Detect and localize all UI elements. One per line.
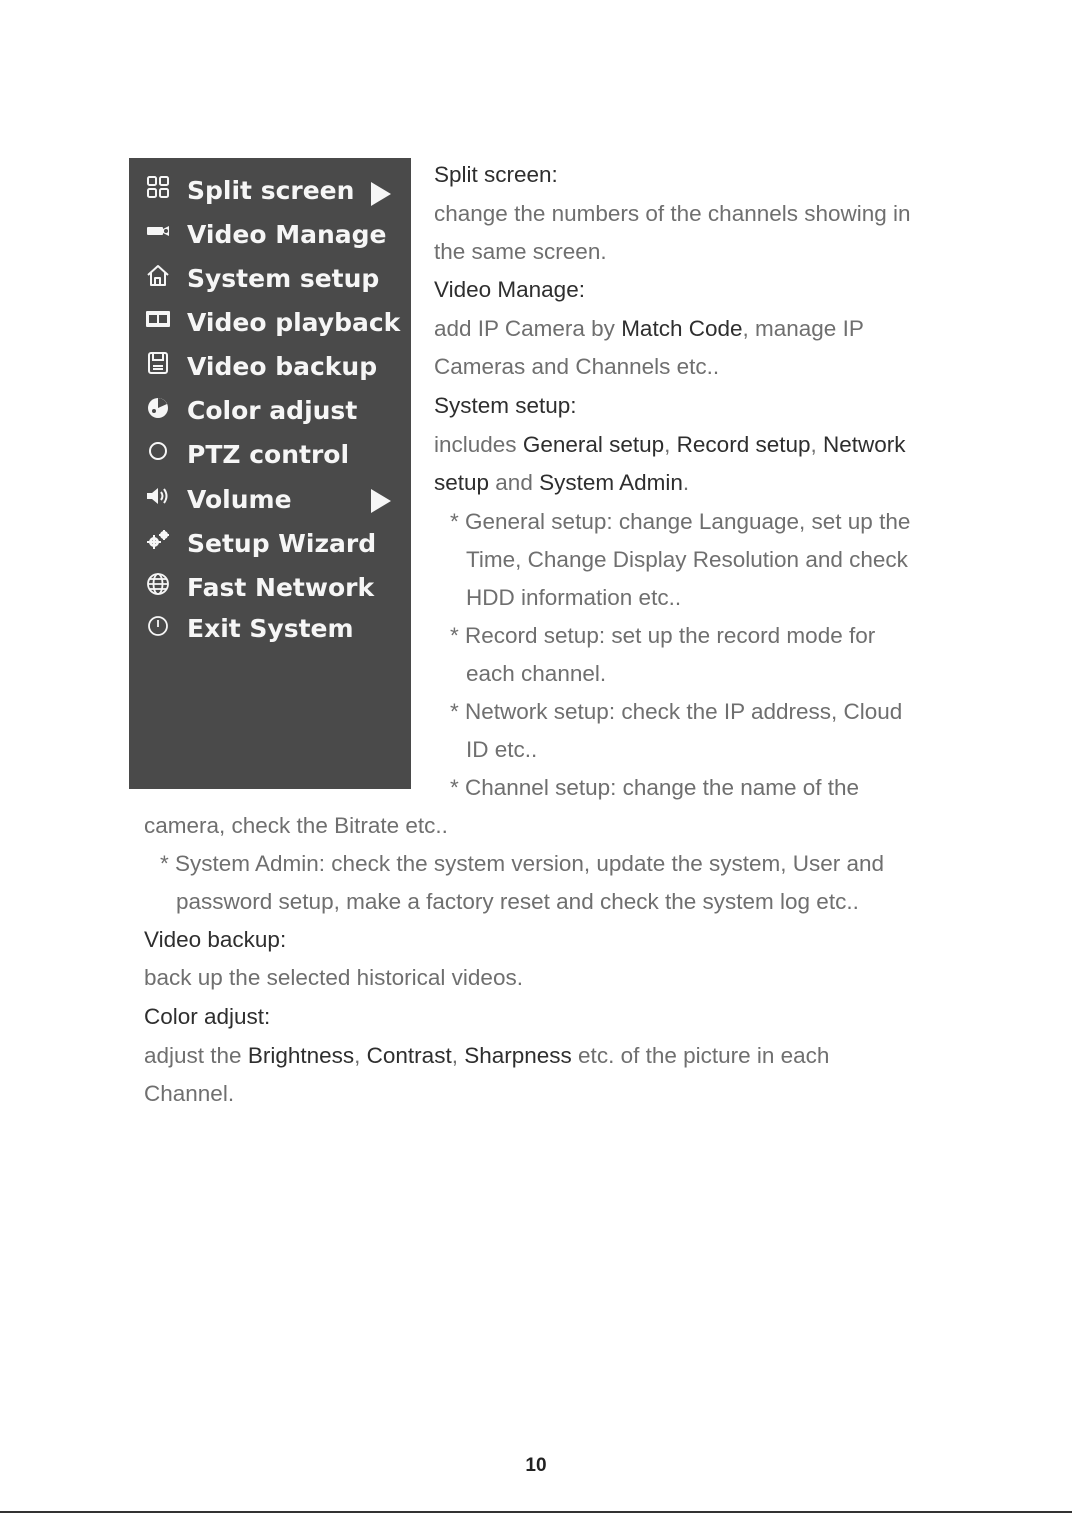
- speaker-icon: [145, 483, 171, 509]
- power-icon: [145, 612, 171, 638]
- split-screen-icon: [145, 174, 171, 200]
- menu-item-system-setup[interactable]: [129, 254, 411, 294]
- video-backup-text: back up the selected historical videos.: [144, 965, 523, 990]
- video-manage-text: Cameras and Channels etc..: [434, 354, 720, 379]
- term-match-code: Match Code: [621, 316, 743, 341]
- color-adjust-text: adjust the Brightness, Contrast, Sharpness etc. of the picture in each: [144, 1043, 830, 1068]
- menu-item-volume[interactable]: [129, 475, 411, 515]
- heading-video-manage: Video Manage:: [434, 277, 585, 302]
- menu-item-setup-wizard[interactable]: [129, 519, 411, 559]
- bullet-system-admin-cont: password setup, make a factory reset and check the system log etc..: [176, 889, 859, 914]
- menu-item-exit-system[interactable]: [129, 604, 411, 644]
- menu-item-fast-network[interactable]: [129, 563, 411, 603]
- menu-item-split-screen[interactable]: [129, 166, 411, 206]
- gears-icon: [145, 527, 171, 553]
- bullet-network-setup: * Network setup: check the IP address, Cloud: [450, 699, 903, 724]
- heading-split-screen: Split screen:: [434, 162, 558, 187]
- heading-system-setup: System setup:: [434, 393, 577, 418]
- bullet-general-setup-cont: Time, Change Display Resolution and check: [466, 547, 908, 572]
- globe-icon: [145, 571, 171, 597]
- bullet-network-setup-cont: ID etc..: [466, 737, 538, 762]
- bullet-general-setup: * General setup: change Language, set up the: [450, 509, 911, 534]
- split-screen-text: change the numbers of the channels showing in: [434, 201, 911, 226]
- bullet-channel-setup-cont: camera, check the Bitrate etc..: [144, 813, 448, 838]
- menu-item-label: PTZ control: [187, 440, 350, 469]
- menu-item-color-adjust[interactable]: [129, 386, 411, 426]
- bullet-record-setup-cont: each channel.: [466, 661, 607, 686]
- term-contrast: Contrast: [366, 1043, 452, 1068]
- bullet-system-admin: * System Admin: check the system version, update the system, User and: [160, 851, 885, 876]
- home-icon: [145, 262, 171, 288]
- menu-item-label: Video playback: [187, 308, 401, 337]
- palette-icon: [145, 394, 171, 420]
- camera-icon: [145, 218, 171, 244]
- split-screen-text: the same screen.: [434, 239, 607, 264]
- page-number: 10: [525, 1455, 547, 1476]
- term-brightness: Brightness: [247, 1043, 355, 1068]
- menu-item-video-manage[interactable]: [129, 210, 411, 250]
- main-menu-panel: [129, 158, 411, 789]
- film-icon: [145, 306, 171, 332]
- term-record-setup: Record setup: [676, 432, 811, 457]
- term-system-admin: System Admin: [539, 470, 683, 495]
- menu-item-label: Volume: [187, 485, 292, 514]
- term-network: Network: [823, 432, 906, 457]
- submenu-arrow-icon: [371, 182, 391, 206]
- menu-item-label: Fast Network: [187, 573, 375, 602]
- heading-video-backup: Video backup:: [144, 927, 287, 952]
- menu-item-video-playback[interactable]: [129, 298, 411, 338]
- menu-item-video-backup[interactable]: [129, 342, 411, 382]
- color-adjust-text: Channel.: [144, 1081, 235, 1106]
- system-setup-text: includes General setup, Record setup, Network: [434, 432, 906, 457]
- menu-item-label: System setup: [187, 264, 380, 293]
- bullet-channel-setup: * Channel setup: change the name of the: [450, 775, 860, 800]
- submenu-arrow-icon: [371, 489, 391, 513]
- menu-item-label: Color adjust: [187, 396, 358, 425]
- heading-color-adjust: Color adjust:: [144, 1004, 271, 1029]
- circle-icon: [145, 438, 171, 464]
- menu-item-label: Split screen: [187, 176, 355, 205]
- menu-item-label: Setup Wizard: [187, 529, 377, 558]
- menu-item-label: Video Manage: [187, 220, 387, 249]
- menu-item-label: Exit System: [187, 614, 354, 643]
- system-setup-text: setup and System Admin.: [434, 470, 690, 495]
- term-sharpness: Sharpness: [464, 1043, 572, 1068]
- menu-item-label: Video backup: [187, 352, 378, 381]
- bullet-record-setup: * Record setup: set up the record mode for: [450, 623, 876, 648]
- bullet-general-setup-cont: HDD information etc..: [466, 585, 682, 610]
- floppy-icon: [145, 350, 171, 376]
- term-general-setup: General setup: [522, 432, 665, 457]
- menu-item-ptz-control[interactable]: [129, 430, 411, 470]
- video-manage-text: add IP Camera by Match Code, manage IP: [434, 316, 864, 341]
- term-setup: setup: [434, 470, 490, 495]
